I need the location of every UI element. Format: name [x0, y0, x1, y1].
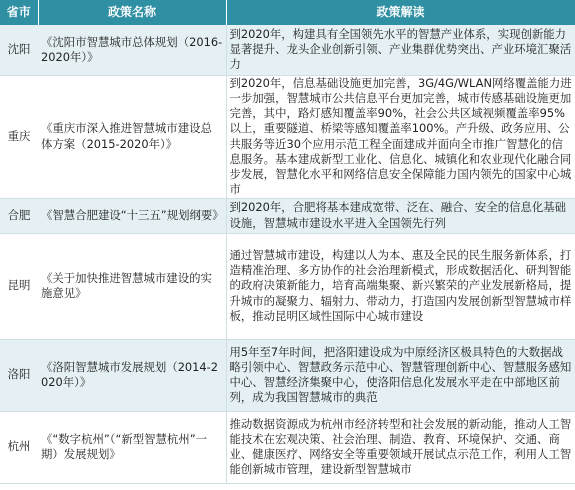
header-interpretation: 政策解读 [226, 0, 575, 25]
city-cell: 合肥 [0, 198, 38, 233]
policy-cell: 《“数字杭州”（“新型智慧杭州”一期）发展规划》 [38, 411, 226, 483]
table-row [0, 411, 575, 483]
city-cell: 沈阳 [0, 25, 38, 75]
policy-cell: 《智慧合肥建设“十三五”规划纲要》 [38, 198, 226, 233]
policy-cell: 《关于加快推进智慧城市建设的实施意见》 [38, 233, 226, 339]
table-row [0, 25, 575, 75]
interpretation-cell: 到2020年，信息基础设施更加完善，3G/4G/WLAN网络覆盖能力进一步加强，智慧城市公共信息平台更加完善，城市传感基础设施更加完善，其中，路灯感知覆盖率90%，社会公共区域视频覆盖率95%以上，重要隧道、桥梁等感知覆盖率100%。产升级、政务应用、公共服务等近30个应用示范工程全面建成并面向全市推广智慧化的信息服务。基本建成新型工业化、信息化、城镇化和农业现代化融合同步发展，智慧化水平和网络信息安全保障能力国内领先的国家中心城市 [226, 75, 575, 198]
interpretation-cell: 用5年至7年时间，把洛阳建设成为中原经济区极具特色的大数据战略引领中心、智慧政务示范中心、智慧管理创新中心、智慧服务感知中心、智慧经济集聚中心，使洛阳信息化发展水平走在中部地区前列，成为我国智慧城市的典范 [226, 339, 575, 411]
policy-cell: 《沈阳市智慧城市总体规划（2016-2020年）》 [38, 25, 226, 75]
city-cell: 洛阳 [0, 339, 38, 411]
city-cell: 重庆 [0, 75, 38, 198]
interpretation-cell: 推动数据资源成为杭州市经济转型和社会发展的新动能，推动人工智能技术在宏观决策、社会治理、制造、教育、环境保护、交通、商业、健康医疗、网络安全等重要领域开展试点示范工作，利用人工智能创新城市管理，建设新型智慧城市 [226, 411, 575, 483]
table-row [0, 339, 575, 411]
city-cell: 杭州 [0, 411, 38, 483]
table-row [0, 198, 575, 233]
header-row [0, 0, 575, 25]
interpretation-cell: 通过智慧城市建设，构建以人为本、惠及全民的民生服务新体系，打造精准治理、多方协作的社会治理新模式，形成数据活化、研判智能的政府决策新能力，培育高端集聚、新兴繁荣的产业发展新格局，提升城市的凝聚力、辐射力、带动力，打造国内发展创新型智慧城市样板，推动昆明区域性国际中心城市建设 [226, 233, 575, 339]
interpretation-cell: 到2020年，构建具有全国领先水平的智慧产业体系，实现创新能力显著提升、龙头企业创新引领、产业集群优势突出、产业环境汇聚活力 [226, 25, 575, 75]
header-city: 省市 [0, 0, 38, 25]
policy-cell: 《洛阳智慧城市发展规划（2014-2020年）》 [38, 339, 226, 411]
policy-cell: 《重庆市深入推进智慧城市建设总体方案（2015-2020年）》 [38, 75, 226, 198]
table-row [0, 75, 575, 198]
city-cell: 昆明 [0, 233, 38, 339]
header-policy: 政策名称 [38, 0, 226, 25]
interpretation-cell: 到2020年，合肥将基本建成宽带、泛在、融合、安全的信息化基础设施，智慧城市建设水平进入全国领先行列 [226, 198, 575, 233]
table-row [0, 233, 575, 339]
